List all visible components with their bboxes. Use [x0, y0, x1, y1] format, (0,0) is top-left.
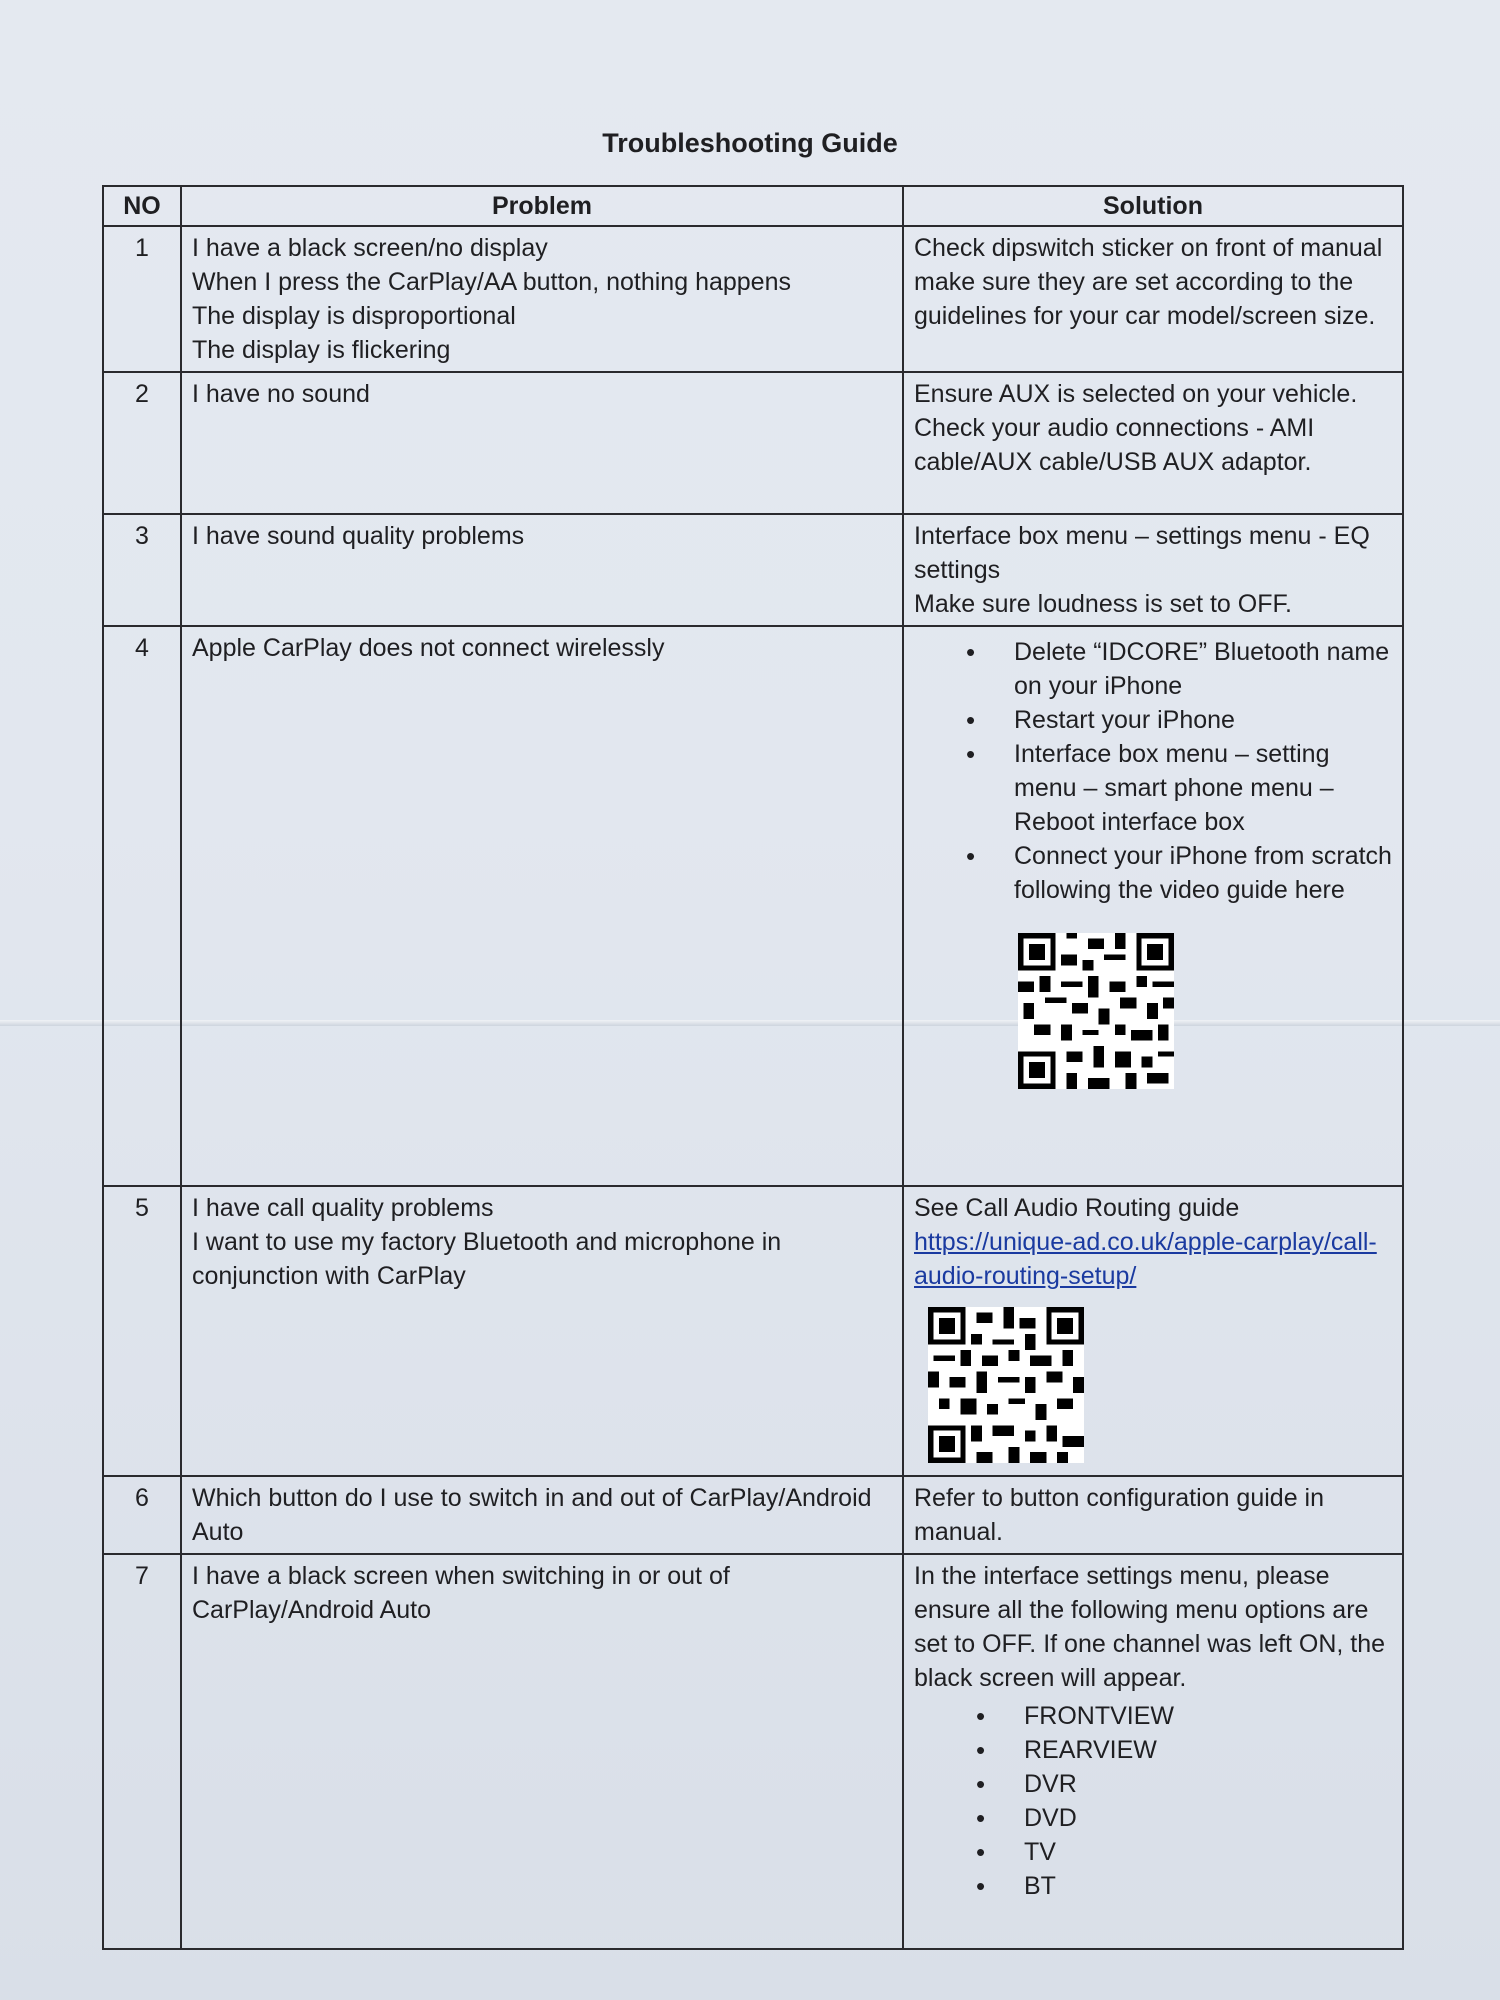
call-audio-routing-link[interactable]: https://unique-ad.co.uk/apple-carplay/call-audio-routing-setup/: [914, 1228, 1377, 1290]
solution-line: Ensure AUX is selected on your vehicle.: [914, 380, 1358, 408]
bullet-item: • Delete “IDCORE” Bluetooth name on your iPhone: [1014, 635, 1392, 703]
table-row: [103, 1186, 1403, 1476]
bullet-item: • DVR: [1024, 1767, 1392, 1801]
problem-line: Which button do I use to switch in and out of CarPlay/Android Auto: [192, 1484, 872, 1546]
bullet-item: • Connect your iPhone from scratch following the video guide here: [1014, 839, 1392, 907]
table-row: [103, 1476, 1403, 1554]
row-number: 7: [103, 1554, 181, 1949]
solution-bullet-list: [914, 1699, 1392, 1903]
problem-cell: [181, 1186, 903, 1476]
bullet-item: • Interface box menu – setting menu – smart phone menu – Reboot interface box: [1014, 737, 1392, 839]
row-number: 2: [103, 372, 181, 514]
bullet-item: • Restart your iPhone: [1014, 703, 1392, 737]
problem-cell: [181, 514, 903, 626]
problem-line: I have a black screen/no display: [192, 234, 548, 262]
table-row: [103, 226, 1403, 372]
bullet-item: • FRONTVIEW: [1024, 1699, 1392, 1733]
solution-cell: [903, 226, 1403, 372]
solution-cell: [903, 626, 1403, 1186]
table-row: [103, 626, 1403, 1186]
bullet-item: • DVD: [1024, 1801, 1392, 1835]
problem-line: Apple CarPlay does not connect wirelessly: [192, 634, 665, 662]
row-number: 3: [103, 514, 181, 626]
problem-line: I want to use my factory Bluetooth and microphone in conjunction with CarPlay: [192, 1228, 782, 1290]
problem-cell: [181, 626, 903, 1186]
bullet-item: • BT: [1024, 1869, 1392, 1903]
qr-code-icon[interactable]: [928, 1307, 1084, 1463]
solution-line: Refer to button configuration guide in manual.: [914, 1484, 1324, 1546]
problem-line: I have sound quality problems: [192, 522, 525, 550]
problem-line: I have call quality problems: [192, 1194, 494, 1222]
qr-code-icon[interactable]: [1018, 933, 1174, 1089]
row-number: 1: [103, 226, 181, 372]
table-header-row: [103, 186, 1403, 226]
row-number: 4: [103, 626, 181, 1186]
header-no: NO: [103, 186, 181, 226]
table-row: [103, 1554, 1403, 1949]
problem-cell: [181, 1554, 903, 1949]
bullet-item: • TV: [1024, 1835, 1392, 1869]
solution-line: Make sure loudness is set to OFF.: [914, 590, 1292, 618]
solution-line: Check dipswitch sticker on front of manual make sure they are set according to the guidelines for your car model/screen size.: [914, 234, 1383, 330]
solution-cell: [903, 1554, 1403, 1949]
solution-line: In the interface settings menu, please ensure all the following menu options are set to OFF. If one channel was left ON, the black screen will appear.: [914, 1562, 1386, 1692]
solution-bullet-list: [914, 635, 1392, 907]
problem-line: The display is flickering: [192, 336, 451, 364]
solution-cell: [903, 1476, 1403, 1554]
solution-line: Interface box menu – settings menu - EQ settings: [914, 522, 1370, 584]
problem-line: I have no sound: [192, 380, 370, 408]
problem-cell: [181, 1476, 903, 1554]
problem-line: When I press the CarPlay/AA button, nothing happens: [192, 268, 791, 296]
solution-cell: [903, 1186, 1403, 1476]
row-number: 6: [103, 1476, 181, 1554]
solution-line: Check your audio connections - AMI cable/AUX cable/USB AUX adaptor.: [914, 414, 1315, 476]
header-problem: Problem: [181, 186, 903, 226]
problem-line: The display is disproportional: [192, 302, 516, 330]
bullet-item: • REARVIEW: [1024, 1733, 1392, 1767]
problem-cell: [181, 226, 903, 372]
table-row: [103, 372, 1403, 514]
solution-cell: [903, 372, 1403, 514]
solution-cell: [903, 514, 1403, 626]
troubleshooting-table: [102, 185, 1404, 1950]
page-title: Troubleshooting Guide: [602, 128, 898, 158]
table-row: [103, 514, 1403, 626]
solution-line: See Call Audio Routing guide: [914, 1194, 1240, 1222]
row-number: 5: [103, 1186, 181, 1476]
problem-cell: [181, 372, 903, 514]
problem-line: I have a black screen when switching in or out of CarPlay/Android Auto: [192, 1562, 730, 1624]
header-solution: Solution: [903, 186, 1403, 226]
